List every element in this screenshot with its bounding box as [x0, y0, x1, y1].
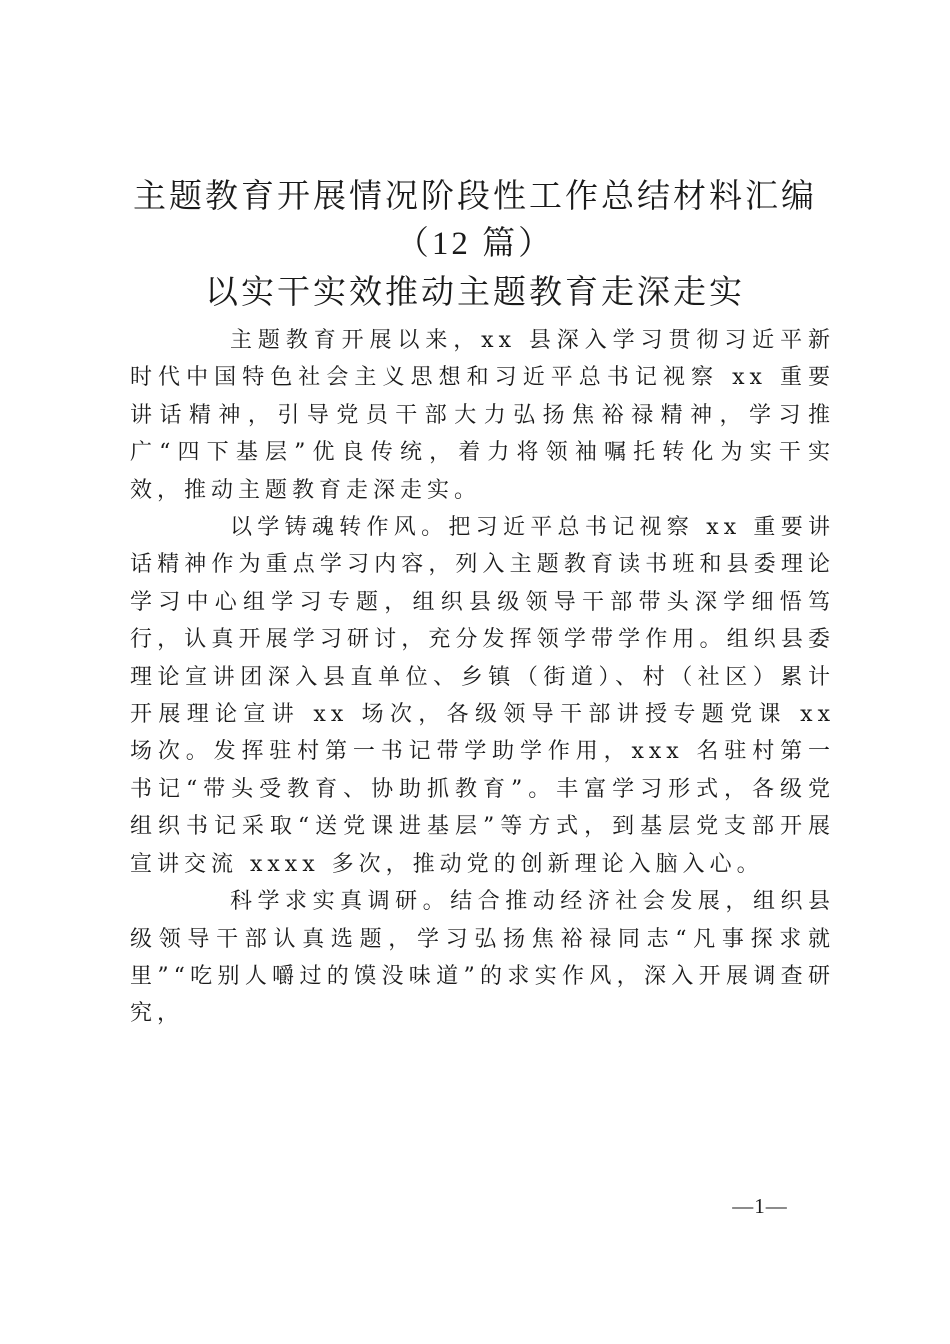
title-block [100, 172, 850, 316]
document-title: 主题教育开展情况阶段性工作总结材料汇编 [133, 176, 817, 215]
page-number: —1— [732, 1194, 788, 1218]
paragraph-study: 以学铸魂转作风。把习近平总书记视察 xx 重要讲话精神作为重点学习内容，列入主题教育读书班和县委理论学习中心组学习专题，组织县级领导干部带头深学细悟笃行，认真开展学习研讨，充分发挥领学带学作用。组织县委理论宣讲团深入县直单位、乡镇（街道）、村（社区）累计开展理论宣讲 xx 场次，各级领导干部讲授专题党课 xx 场次。发挥驻村第一书记带学助学作用，xxx 名驻村第一书记“带头受教育、协助抓教育”。丰富学习形式，各级党组织书记采取“送党课进基层”等方式，到基层党支部开展宣讲交流 xxxx 多次，推动党的创新理论入脑入心。 [130, 515, 835, 877]
article-title: 以实干实效推动主题教育走深走实 [205, 272, 745, 311]
article-body [130, 322, 835, 1033]
paragraph-intro: 主题教育开展以来，xx 县深入学习贯彻习近平新时代中国特色社会主义思想和习近平总书记视察 xx 重要讲话精神，引导党员干部大力弘扬焦裕禄精神，学习推广“四下基层”优良传统，着力将领袖嘱托转化为实干实效，推动主题教育走深走实。 [130, 328, 835, 503]
document-title-count: （12 篇） [395, 226, 555, 262]
paragraph-research: 科学求实真调研。结合推动经济社会发展，组织县级领导干部认真选题，学习弘扬焦裕禄同志“凡事探求就里”“吃别人嚼过的馍没味道”的求实作风，深入开展调查研究， [130, 889, 835, 1027]
